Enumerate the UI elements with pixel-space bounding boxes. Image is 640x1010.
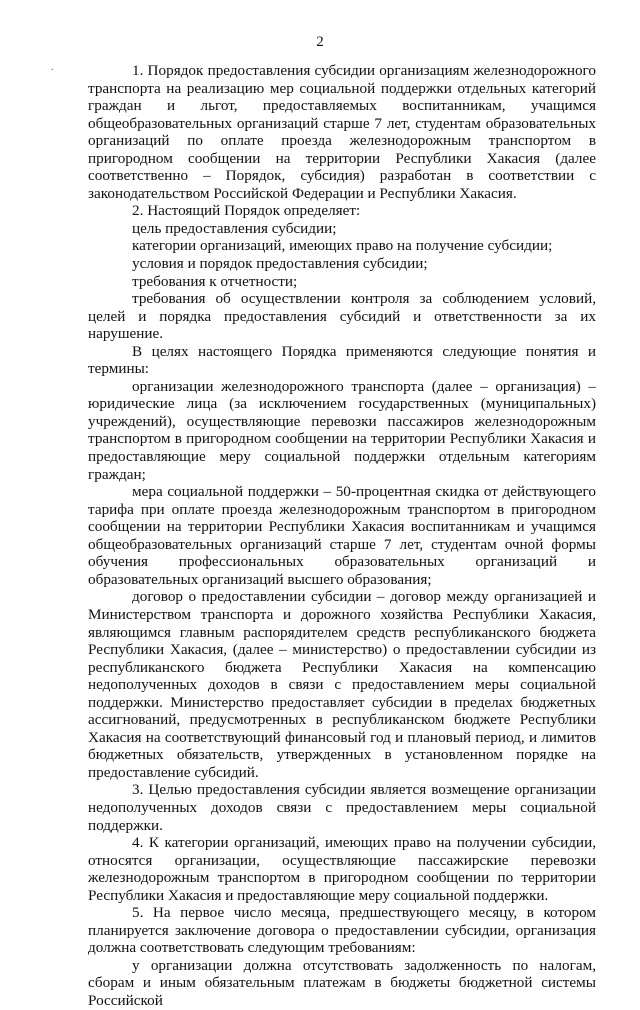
term-social-support: мера социальной поддержки – 50-процентная скидка от действующего тарифа при оплате проезда железнодорожным транспортом в пригородном сообщении на территории Республики Хакасия воспитанникам и учащимся общеобразовательных организаций старше 7 лет, студентам очной формы обучения профессиональных образовательных организаций и образовательных организаций высшего образования; xyxy=(88,483,596,588)
paragraph-terms-intro: В целях настоящего Порядка применяются следующие понятия и термины: xyxy=(88,342,596,378)
paragraph-4: 4. К категории организаций, имеющих право на получении субсидии, относятся организации, осуществляющие пассажирские перевозки железнодорожным транспортом в пригородном сообщении по территории Республики Хакасия и предоставляющие меру социальной поддержки. xyxy=(88,834,596,904)
paragraph-2: 2. Настоящий Порядок определяет: xyxy=(132,202,361,220)
paragraph-requirement-1: у организации должна отсутствовать задолженность по налогам, сборам и иным обязательным платежам в бюджеты бюджетной системы Российской xyxy=(88,956,596,1009)
paragraph-3: 3. Целью предоставления субсидии является возмещение организации недополученных доходов связи с предоставлением меры социальной поддержки. xyxy=(88,781,596,834)
paragraph-5: 5. На первое число месяца, предшествующего месяцу, в котором планируется заключение договора о предоставлении субсидии, организация должна соответствовать следующим требованиям: xyxy=(88,904,596,957)
document-body xyxy=(88,62,596,1010)
list-item-reporting: требования к отчетности; xyxy=(132,272,298,290)
term-subsidy-agreement: договор о предоставлении субсидии – договор между организацией и Министерством транспорта и дорожного хозяйства Республики Хакасия, являющимся главным распорядителем средств республиканского бюджета Республики Хакасия, (далее – министерство) о предоставлении субсидии из республиканского бюджета Республики Хакасия на компенсацию недополученных доходов в связи с предоставлением меры социальной поддержки. Министерство предоставляет субсидии в пределах бюджетных ассигнований, предусмотренных в республиканском бюджете Республики Хакасия на соответствующий финансовый год и плановый период, и лимитов бюджетных обязательств, утвержденных в установленном порядке на предоставление субсидий. xyxy=(88,588,596,781)
term-railway-organizations: организации железнодорожного транспорта (далее – организация) – юридические лица (за исключением государственных (муниципальных) учреждений), осуществляющие перевозки пассажиров железнодорожным транспортом в пригородном сообщении на территории Республики Хакасия и предоставляющие меру социальной поддержки отдельным категориям граждан; xyxy=(88,377,596,483)
paragraph-1: 1. Порядок предоставления субсидии организациям железнодорожного транспорта на реализацию мер социальной поддержки отдельных категорий граждан и льгот, предоставляемых воспитанникам, учащимся общеобразовательных организаций старше 7 лет, студентам образовательных организаций по оплате проезда железнодорожным транспортом в пригородном сообщении на территории Республики Хакасия (далее соответственно – Порядок, субсидия) разработан в соответствии с законодательством Российской Федерации и Республики Хакасия. xyxy=(88,62,596,202)
list-item-goal: цель предоставления субсидии; xyxy=(132,219,337,237)
list-item-conditions: условия и порядок предоставления субсидии; xyxy=(132,255,428,273)
page-number: 2 xyxy=(316,34,324,50)
list-item-categories: категории организаций, имеющих право на получение субсидии; xyxy=(132,237,553,255)
list-item-control: требования об осуществлении контроля за соблюдением условий, целей и порядка предоставления субсидий и ответственности за их нарушение. xyxy=(88,290,596,343)
margin-dot: . xyxy=(51,62,54,73)
